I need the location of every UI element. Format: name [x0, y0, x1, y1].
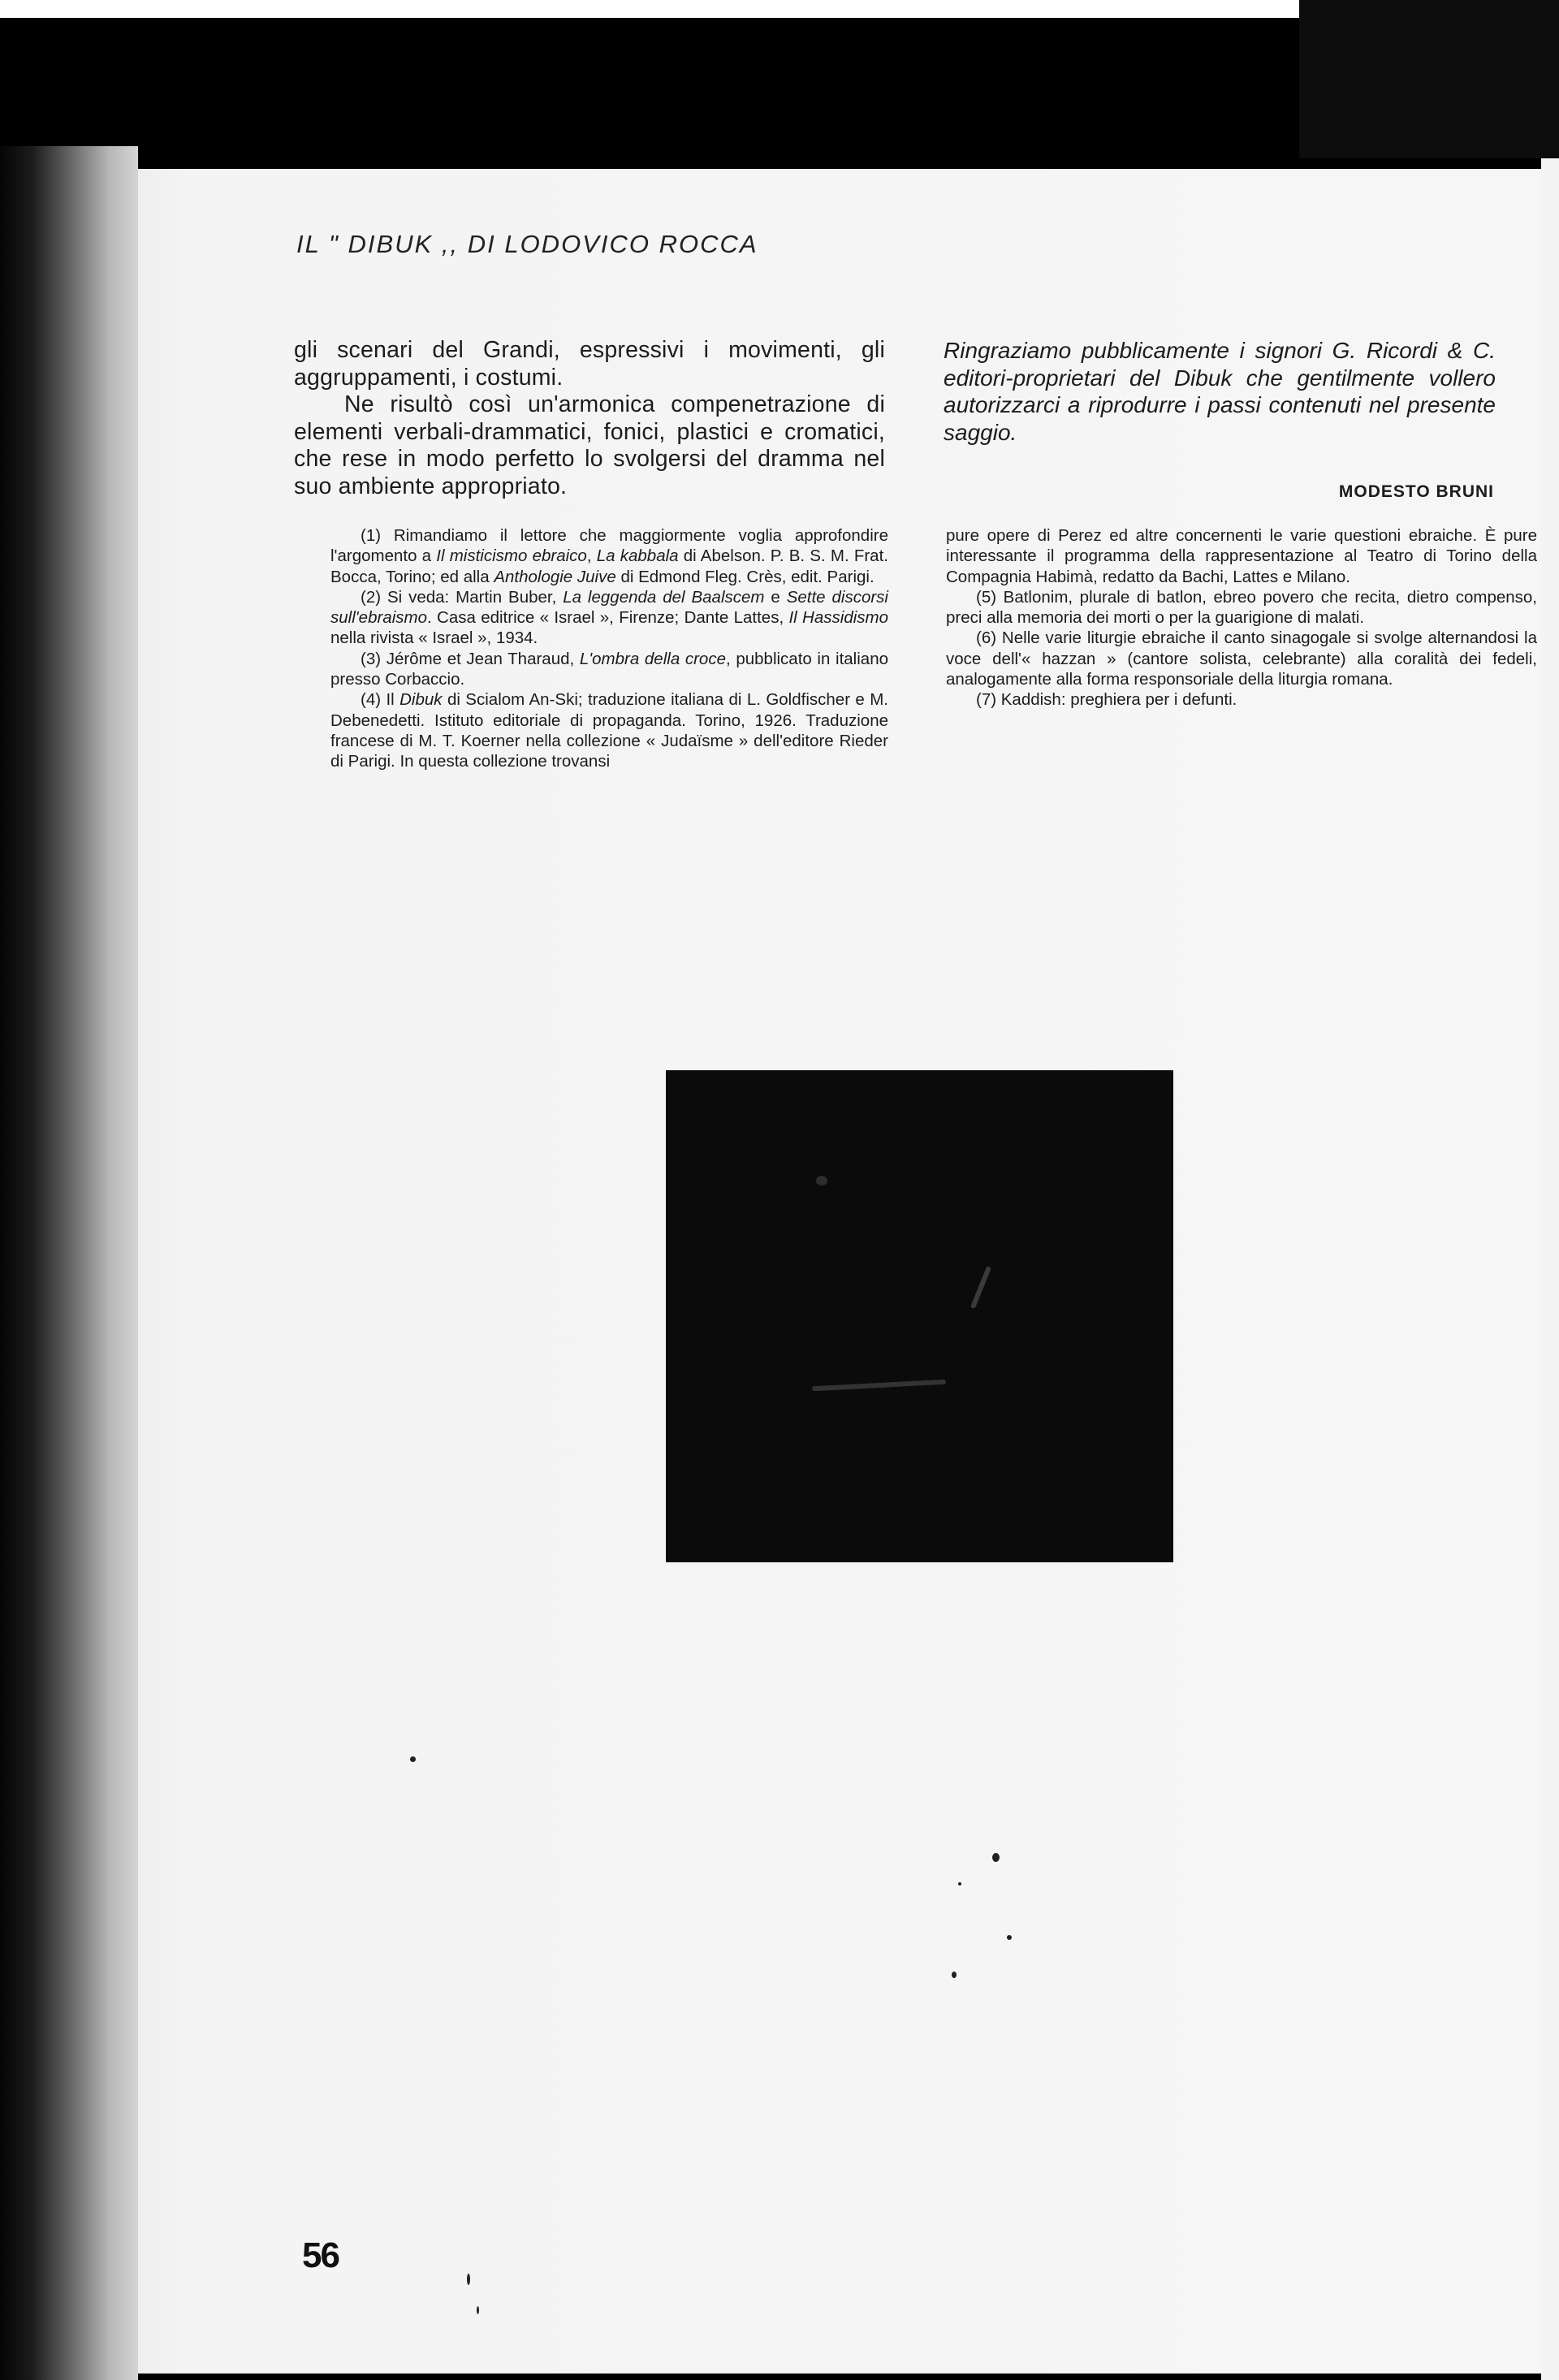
acknowledgement-paragraph: Ringraziamo pubblicamente i signori G. Ricordi & C. editori-proprietari del Dibuk che gentilmente vollero autorizzarci a riprodurre i passi contenuti nel presente saggio. [944, 338, 1496, 445]
footnotes-right [946, 525, 1537, 711]
scan-right-margin [1541, 0, 1559, 2380]
scan-speck [992, 1853, 1000, 1862]
body-text-left [294, 337, 885, 500]
footnote-7: (7) Kaddish: preghiera per i defunti. [976, 690, 1237, 710]
photo-caption [784, 1561, 1060, 1579]
acknowledgement-text [944, 337, 1496, 446]
footnote-4-continued: pure opere di Perez ed altre concernenti le varie questioni ebraiche. È pure interessante il programma della rappresentazione al Teatro di Torino della Compagnia Habimà, redatto da Bachi, Lattes e Milano. [946, 526, 1537, 586]
scan-speck [477, 2306, 479, 2314]
book-spine-shadow [0, 146, 138, 2380]
scan-speck [410, 1756, 416, 1762]
footnote-5: (5) Batlonim, plurale di batlon, ebreo povero che recita, dietro compenso, preci alla memoria dei morti o per la guarigione di malati. [946, 587, 1537, 628]
footnote-2: (2) Si veda: Martin Buber, La leggenda del Baalscem e Sette discorsi sull'ebraismo. Casa editrice « Israel », Firenze; Dante Lattes, Il Hassidismo nella rivista « Israel », 1934. [330, 587, 889, 648]
scan-speck [467, 2274, 470, 2285]
photo-highlight [970, 1266, 991, 1309]
author-signature: MODESTO BRUNI [1338, 482, 1494, 501]
dark-photograph [666, 1070, 1173, 1562]
photo-highlight [812, 1380, 946, 1392]
footnotes-left [330, 525, 888, 772]
body-paragraph: Ne risultò così un'armonica compenetrazione di elementi verbali-drammatici, fonici, plastici e cromatici, che rese in modo perfetto lo svolgersi del dramma nel suo ambiente appropriato. [294, 391, 885, 499]
footnote-4: (4) Il Dibuk di Scialom An-Ski; traduzione italiana di L. Goldfischer e M. Debenedetti. Istituto editoriale di propaganda. Torino, 1926. Traduzione francese di M. T. Koerner nella collezione « Judaïsme » dell'editore Rieder di Parigi. In questa collezione trovansi [330, 690, 888, 771]
scan-speck [1007, 1935, 1012, 1940]
photo-highlight [816, 1176, 827, 1186]
footnote-1: (1) Rimandiamo il lettore che maggiormente voglia approfondire l'argomento a Il misticismo ebraico, La kabbala di Abelson. P. B. S. M. Frat. Bocca, Torino; ed alla Anthologie Juive di Edmond Fleg. Crès, edit. Parigi. [330, 526, 888, 586]
scan-shadow-corner [1299, 0, 1559, 158]
running-head: IL " DIBUK ,, DI LODOVICO ROCCA [296, 230, 758, 258]
footnote-6: (6) Nelle varie liturgie ebraiche il canto sinagogale si svolge alternandosi la voce dell'« hazzan » (cantore solista, celebrante) alla coralità dei fedeli, analogamente alla forma responsoriale della liturgia romana. [946, 628, 1537, 689]
page-number: 56 [302, 2235, 339, 2275]
body-paragraph: gli scenari del Grandi, espressivi i movimenti, gli aggruppamenti, i costumi. [294, 337, 885, 391]
scan-speck [958, 1882, 961, 1885]
footnote-3: (3) Jérôme et Jean Tharaud, L'ombra della croce, pubblicato in italiano presso Corbaccio. [330, 649, 888, 689]
scan-speck [952, 1972, 957, 1978]
